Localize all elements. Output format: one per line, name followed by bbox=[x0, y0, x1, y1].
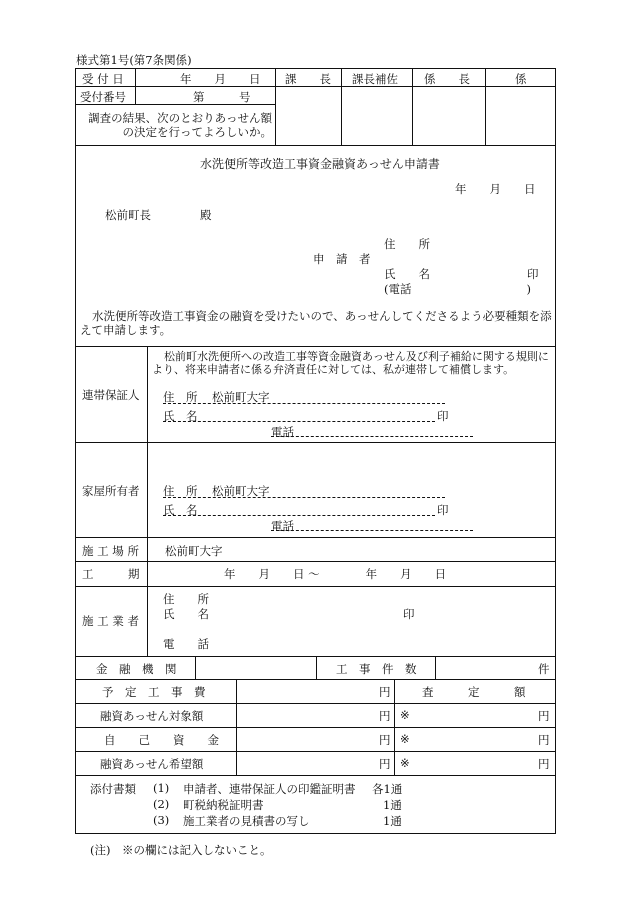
application-date[interactable]: 年 月 日 bbox=[455, 182, 536, 196]
work-count-unit: 件 bbox=[538, 662, 550, 676]
owner-label: 家屋所有者 bbox=[82, 484, 140, 498]
contractor-name-label: 氏 名 bbox=[163, 607, 209, 621]
owner-address-label: 住 所 bbox=[163, 484, 198, 498]
owner-name-label: 氏 名 bbox=[163, 503, 198, 517]
own-funds-office-unit: 円 bbox=[538, 733, 550, 747]
applicant-phone[interactable]: (電話 ) bbox=[384, 282, 531, 296]
contractor-label: 施 工 業 者 bbox=[82, 614, 139, 628]
honorific: 殿 bbox=[200, 208, 212, 222]
guarantor-statement: 松前町水洗便所への改造工事等資金融資あっせん及び利子補給に関する規則により、将来申請者に係る弁済責任に対しては、私が連帯して補償します。 bbox=[152, 350, 549, 376]
own-funds-office-mark: ※ bbox=[400, 732, 410, 746]
contractor-phone-label: 電 話 bbox=[163, 637, 209, 651]
guarantor-label: 連帯保証人 bbox=[82, 388, 140, 402]
loan-request-office-unit: 円 bbox=[538, 757, 550, 771]
stamp-staff: 係 bbox=[515, 72, 527, 86]
attachment-qty-1: 各1通 bbox=[372, 782, 403, 796]
attachment-text-3: 施工業者の見積書の写し bbox=[183, 814, 310, 828]
loan-target-label: 融資あっせん対象額 bbox=[100, 709, 204, 723]
contractor-address-label: 住 所 bbox=[163, 592, 209, 606]
request-text: 水洗便所等改造工事資金の融資を受けたいので、あっせんしてくださるよう必要種類を添えて申請します。 bbox=[80, 309, 552, 337]
guarantor-address-label: 住 所 bbox=[163, 390, 198, 404]
stamp-deputy-chief: 課長補佐 bbox=[352, 72, 398, 86]
period-label: 工 期 bbox=[82, 567, 140, 581]
owner-address-value[interactable]: 松前町大字 bbox=[212, 484, 270, 498]
owner-seal: 印 bbox=[437, 503, 449, 517]
planned-cost-unit: 円 bbox=[379, 685, 391, 699]
period-value[interactable]: 年 月 日 〜 年 月 日 bbox=[224, 567, 447, 581]
applicant-address-label: 住 所 bbox=[384, 237, 430, 251]
guarantor-phone-label: 電話 bbox=[271, 425, 294, 439]
site-label: 施 工 場 所 bbox=[82, 544, 139, 558]
attachment-no-2: (2) bbox=[153, 797, 170, 811]
stamp-box-deputy-chief[interactable] bbox=[342, 87, 411, 144]
stamp-box-section-chief[interactable] bbox=[276, 87, 340, 144]
institution-label: 金 融 機 関 bbox=[96, 662, 177, 676]
applicant-seal: 印 bbox=[527, 267, 539, 281]
attachment-qty-3: 1通 bbox=[383, 814, 402, 828]
attachment-no-3: (3) bbox=[153, 813, 170, 827]
applicant-label: 申 請 者 bbox=[313, 252, 371, 266]
guarantor-address-value[interactable]: 松前町大字 bbox=[212, 390, 270, 404]
applicant-name-label: 氏 名 bbox=[384, 267, 430, 281]
receipt-date-label: 受 付 日 bbox=[82, 72, 124, 86]
owner-phone-label: 電話 bbox=[271, 519, 294, 533]
attachments-label: 添付書類 bbox=[90, 782, 136, 796]
attachment-text-2: 町税納税証明書 bbox=[183, 798, 264, 812]
loan-request-label: 融資あっせん希望額 bbox=[100, 757, 204, 771]
own-funds-label: 自 己 資 金 bbox=[104, 733, 219, 747]
attachment-qty-2: 1通 bbox=[383, 798, 402, 812]
work-count-label: 工 事 件 数 bbox=[336, 662, 417, 676]
receipt-no-label: 受付番号 bbox=[80, 90, 126, 104]
guarantor-seal: 印 bbox=[437, 409, 449, 423]
approval-text: 調査の結果、次のとおりあっせん額の決定を行ってよろしいか。 bbox=[88, 111, 272, 139]
assessed-amount-label: 査 定 額 bbox=[422, 685, 526, 699]
institution-field[interactable] bbox=[196, 657, 315, 678]
guarantor-name-label: 氏 名 bbox=[163, 409, 198, 423]
form-id: 様式第1号(第7条関係) bbox=[76, 53, 192, 67]
loan-request-unit: 円 bbox=[379, 757, 391, 771]
planned-cost-label: 予 定 工 事 費 bbox=[102, 685, 206, 699]
receipt-no-value[interactable]: 第 号 bbox=[193, 90, 251, 104]
addressee: 松前町長 bbox=[105, 208, 151, 222]
contractor-seal: 印 bbox=[403, 607, 415, 621]
loan-target-unit: 円 bbox=[379, 709, 391, 723]
site-value[interactable]: 松前町大字 bbox=[165, 544, 223, 558]
loan-target-office-unit: 円 bbox=[538, 709, 550, 723]
receipt-date-value[interactable]: 年 月 日 bbox=[180, 72, 261, 86]
attachment-no-1: (1) bbox=[153, 781, 170, 795]
attachment-text-1: 申請者、連帯保証人の印鑑証明書 bbox=[183, 782, 356, 796]
own-funds-unit: 円 bbox=[379, 733, 391, 747]
stamp-box-staff[interactable] bbox=[486, 87, 555, 144]
form-title: 水洗便所等改造工事資金融資あっせん申請書 bbox=[200, 157, 440, 171]
stamp-section-chief: 課 長 bbox=[285, 72, 331, 86]
stamp-box-unit-chief[interactable] bbox=[413, 87, 484, 144]
loan-target-office-mark: ※ bbox=[400, 708, 410, 722]
footnote: (注) ※の欄には記入しないこと。 bbox=[90, 843, 272, 857]
loan-request-office-mark: ※ bbox=[400, 756, 410, 770]
stamp-unit-chief: 係 長 bbox=[424, 72, 470, 86]
